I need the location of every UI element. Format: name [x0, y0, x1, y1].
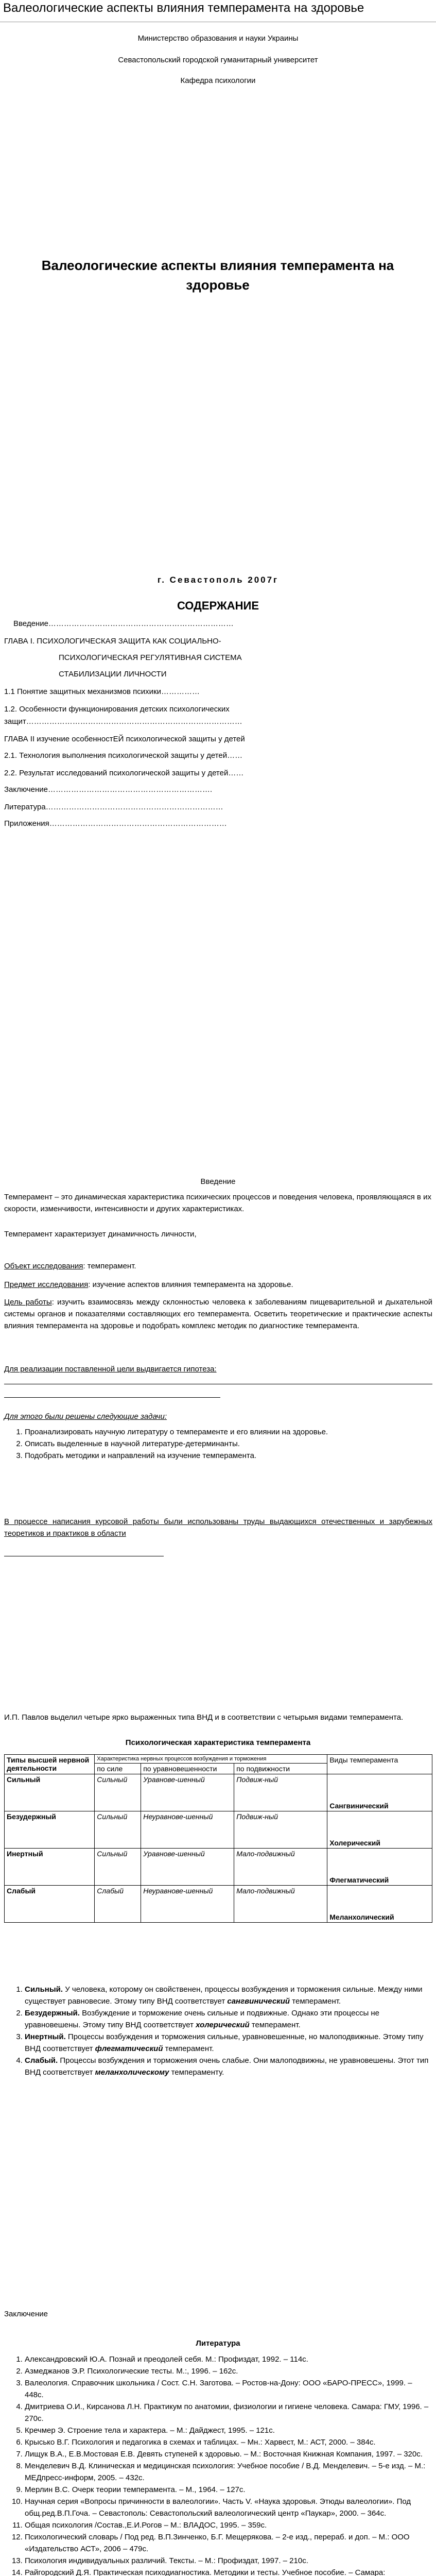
task-item: 2. Описать выделенные в научной литературе-детерминанты.	[25, 1438, 426, 1450]
intro-paragraph: Темперамент характеризует динамичность личности,	[4, 1230, 197, 1239]
table-row	[5, 1774, 432, 1811]
toc-item: Заключение……………………………………………………….	[4, 785, 213, 794]
toc-item: ПСИХОЛОГИЧЕСКАЯ РЕГУЛЯТИВНАЯ СИСТЕМА	[59, 653, 242, 662]
toc-item: 1.2. Особенности функционирования детских психологических	[4, 705, 230, 714]
ministry-line: Министерство образования и науки Украины	[137, 34, 299, 43]
type-item: 1. Сильный. У человека, которому он свойственен, процессы возбуждения и торможения сильные. Между ними существует равновесие. Этому типу ВНД соответствует сангвинический темперамент.	[25, 1984, 431, 2007]
table-cell: Флегматический	[327, 1849, 432, 1886]
table-row	[5, 1849, 432, 1886]
literature-item: 11. Общая психология /Состав.,Е.И.Рогов – М.: ВЛАДОС, 1995. – 359с.	[25, 2519, 431, 2531]
header-cell: по уравновешенности	[141, 1764, 234, 1774]
toc-item: 2.1. Технология выполнения психологической защиты у детей……	[4, 751, 243, 760]
hypothesis: Для реализации поставленной цели выдвигается гипотеза:	[4, 1365, 217, 1374]
literature-item: 1. Александровский Ю.А. Познай и преодолей себя. М.: Профиздат, 1992. – 114с.	[25, 2353, 431, 2365]
literature-item: 9. Мерлин В.С. Очерк теории темперамента. – М., 1964. – 127с.	[25, 2484, 431, 2496]
table-cell: Слабый	[95, 1886, 141, 1923]
table-cell: Сильный	[95, 1774, 141, 1811]
literature-note: В процессе написания курсовой работы были использованы труды выдающихся отечественных и зарубежных теоретиков и практиков в области	[4, 1517, 432, 1538]
type-item: 4. Слабый. Процессы возбуждения и торможения очень слабые. Они малоподвижны, не уравновешены. Этот тип ВНД соответствует меланхолическому темпераменту.	[25, 2055, 431, 2078]
tasks-heading: Для этого были решены следующие задачи:	[4, 1412, 167, 1421]
table-row	[5, 1886, 432, 1923]
table-cell: Подвиж-ный	[234, 1811, 327, 1849]
table-cell: Подвиж-ный	[234, 1774, 327, 1811]
toc-item: Введение………………………………………………………………	[13, 619, 234, 628]
toc-item: СТАБИЛИЗАЦИИ ЛИЧНОСТИ	[59, 670, 167, 679]
table-cell: Уравнове-шенный	[141, 1849, 234, 1886]
literature-item: 8. Менделевич В.Д. Клиническая и медицинская психология: Учебное пособие / В.Д. Менделевич. – 5-е изд. – М.: МЕДпресс-информ, 2005. – 432с.	[25, 2460, 431, 2484]
literature-item: 10. Научная серия «Вопросы причинности в валеологии». Часть V. «Наука здоровья. Этюды валеологии». Под общ.ред.В.П.Гоча. – Севастополь: Севастопольский валеологический центр «Паукар», 2000. – 364с.	[25, 2496, 431, 2519]
city-year: г. Севастополь 2007г	[157, 575, 279, 585]
literature-item: 3. Валеология. Справочник школьника / Сост. С.Н. Заготова. – Ростов-на-Дону: ООО «БАРО-ПРЕСС», 1999. – 448с.	[25, 2377, 431, 2401]
task-item: 3. Подобрать методики и направлений на изучение темперамента.	[25, 1450, 426, 1462]
literature-heading: Литература	[196, 2339, 240, 2348]
literature-item: 14. Райгородский Д.Я. Практическая психодиагностика. Методики и тесты. Учебное пособие. – Самара:	[25, 2567, 431, 2576]
table-cell: Неуравнове-шенный	[141, 1811, 234, 1849]
type-item: 2. Безудержный. Возбуждение и торможение очень сильные и подвижные. Однако эти процессы не уравновешены. Этому типу ВНД соответствует холерический темперамент.	[25, 2007, 431, 2031]
literature-item: 13. Психология индивидуальных различий. Тексты. – М.: Профиздат, 1997. – 210с.	[25, 2555, 431, 2567]
intro-paragraph: Темперамент – это динамическая характеристика психических процессов и поведения человека, проявляющаяся в их скорости, изменчивости, интенсивности и других характеристиках.	[4, 1193, 431, 1213]
divider	[4, 1397, 220, 1398]
toc-item: Литература……………………………………………………………	[4, 803, 223, 811]
header-cell: Типы высшей нервной деятельности	[5, 1755, 95, 1774]
temperament-table	[4, 1754, 432, 1923]
literature-item: 6. Крысько В.Г. Психология и педагогика в схемах и таблицах. – Мн.: Харвест, М.: АСТ, 2000. – 384с.	[25, 2436, 431, 2448]
literature-item: 4. Дмитриева О.И., Кирсанова Л.Н. Практикум по анатомии, физиологии и гигиене человека. Самара: ГМУ, 1996. – 270с.	[25, 2401, 431, 2425]
types-list	[4, 1984, 431, 2078]
toc-item: Приложения……………………………………………………………	[4, 819, 227, 828]
table-cell: Холерический	[327, 1811, 432, 1849]
research-goal: Цель работы: изучить взаимосвязь между склонностью человека к заболеваниям пищеварительной и дыхательной системы органов и показателями составляющих его темперамента. Осветить теоретические и практические аспекты влияния темперамента на здоровье и подобрать комплекс методик по диагностике темперамента.	[4, 1298, 432, 1330]
toc-heading: СОДЕРЖАНИЕ	[177, 599, 259, 612]
tasks-list	[4, 1426, 426, 1462]
work-title: Валеологические аспекты влияния темперамента на здоровье	[41, 258, 394, 293]
table-title: Психологическая характеристика темперамента	[125, 1738, 311, 1747]
type-item: 3. Инертный. Процессы возбуждения и торможения сильные, уравновешенные, но малоподвижные. Этому типу ВНД соответствует флегматический темперамент.	[25, 2031, 431, 2055]
toc-item: 2.2. Результат исследований психологической защиты у детей……	[4, 769, 244, 777]
table-cell: Меланхолический	[327, 1886, 432, 1923]
table-cell: Уравнове-шенный	[141, 1774, 234, 1811]
table-cell: Сильный	[95, 1811, 141, 1849]
document-title: Валеологические аспекты влияния темперамента на здоровье	[3, 1, 364, 15]
header-cell: по силе	[95, 1764, 141, 1774]
table-cell: Сангвинический	[327, 1774, 432, 1811]
table-cell: Мало-подвижный	[234, 1849, 327, 1886]
toc-item: ГЛАВА II изучение особенностЕЙ психологической защиты у детей	[4, 735, 245, 743]
table-cell: Инертный	[5, 1849, 95, 1886]
literature-item: 12. Психологический словарь / Под ред. В.П.Зинченко, Б.Г. Мещерякова. – 2-е изд., перераб. и доп. – М.: ООО «Издательство АСТ», 2006 – 479с.	[25, 2531, 431, 2555]
table-cell: Мало-подвижный	[234, 1886, 327, 1923]
table-cell: Безудержный	[5, 1811, 95, 1849]
department-line: Кафедра психологии	[180, 76, 256, 85]
literature-item: 2. Азмеджанов Э.Р. Психологические тесты. М.:, 1996. – 162с.	[25, 2365, 431, 2377]
header-cell: Виды темперамента	[327, 1755, 432, 1774]
table-row	[5, 1811, 432, 1849]
intro-heading: Введение	[200, 1177, 236, 1186]
toc-item: 1.1 Понятие защитных механизмов психики……………	[4, 687, 200, 696]
pavlov-paragraph: И.П. Павлов выделил четыре ярко выраженных типа ВНД и в соответствии с четырьмя видами темперамента.	[4, 1713, 404, 1722]
table-cell: Сильный	[5, 1774, 95, 1811]
literature-list	[4, 2353, 431, 2576]
university-line: Севастопольский городской гуманитарный университет	[118, 56, 318, 64]
toc-item: защит…………………………………………………………………………	[4, 717, 242, 726]
table-cell: Слабый	[5, 1886, 95, 1923]
header-cell: по подвижности	[234, 1764, 327, 1774]
toc-item: ГЛАВА I. ПСИХОЛОГИЧЕСКАЯ ЗАЩИТА КАК СОЦИАЛЬНО-	[4, 637, 221, 646]
research-object: Объект исследования: темперамент.	[4, 1262, 136, 1270]
literature-item: 7. Лищук В.А., Е.В.Мостовая Е.В. Девять ступеней к здоровью. – М.: Восточная Книжная Компания, 1997. – 320с.	[25, 2448, 431, 2460]
research-subject: Предмет исследования: изучение аспектов влияния темперамента на здоровье.	[4, 1280, 293, 1289]
table-cell: Сильный	[95, 1849, 141, 1886]
header-cell: Характеристика нервных процессов возбуждения и торможения	[95, 1755, 327, 1764]
literature-item: 5. Кречмер Э. Строение тела и характера. – М.: Дайджест, 1995. – 121с.	[25, 2425, 431, 2436]
table-cell: Неуравнове-шенный	[141, 1886, 234, 1923]
task-item: 1. Проанализировать научную литературу о темпераменте и его влиянии на здоровье.	[25, 1426, 426, 1438]
conclusion-heading: Заключение	[4, 2310, 48, 2318]
